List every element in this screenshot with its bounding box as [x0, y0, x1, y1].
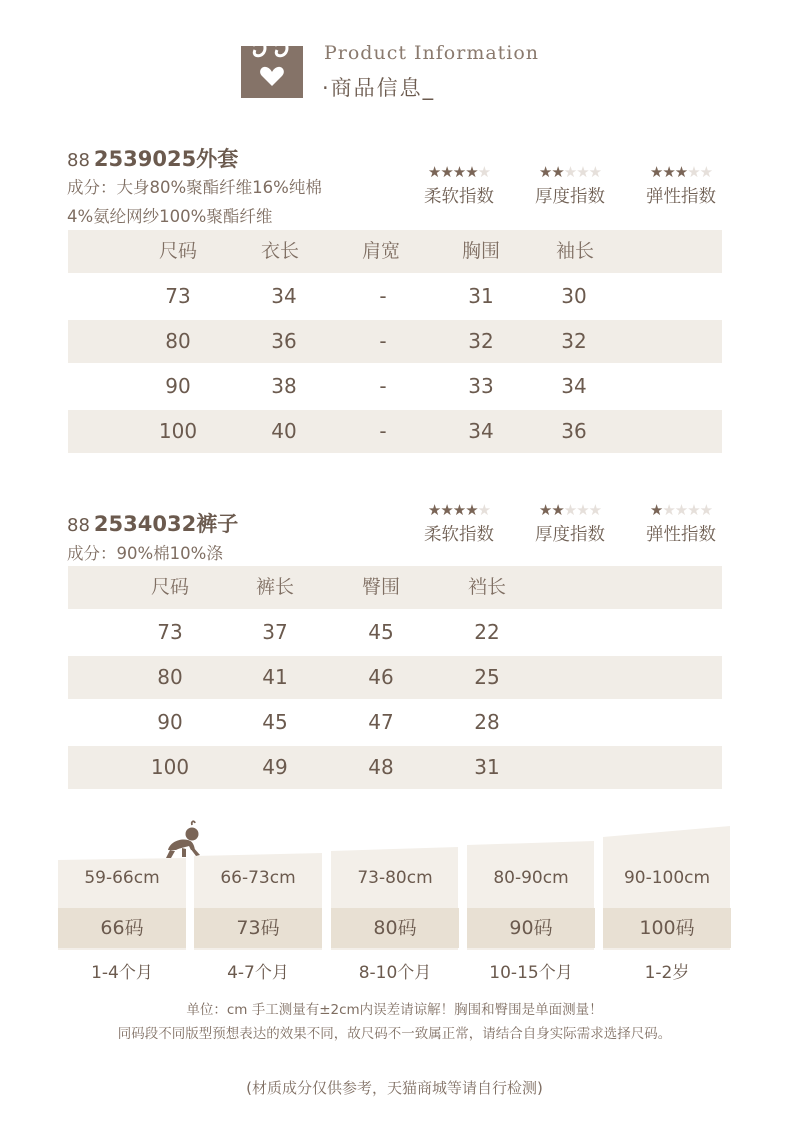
star-empty-icon: ★ [563, 501, 577, 519]
table-cell: 38 [271, 374, 297, 398]
star-filled-icon: ★ [440, 501, 453, 519]
table-row [68, 746, 722, 789]
star-empty-icon: ★ [477, 501, 491, 519]
star-filled-icon: ★ [452, 163, 466, 181]
scale-column [331, 820, 459, 950]
height-range: 66-73cm [220, 868, 296, 888]
rating-label: 弹性指数 [646, 525, 716, 545]
scale-column [603, 820, 731, 950]
grid-icon: 88 [67, 150, 90, 171]
grid-icon: 88 [67, 515, 90, 536]
table-cell: 32 [468, 329, 494, 353]
header-title-en: Product Information [324, 42, 540, 64]
height-range: 80-90cm [493, 868, 569, 888]
size-table-pants [68, 566, 722, 789]
star-empty-icon: ★ [563, 163, 577, 181]
size-label: 66码 [58, 908, 186, 948]
rating-label: 柔软指数 [424, 187, 494, 207]
scale-column [58, 820, 186, 950]
table-cell: 34 [468, 419, 494, 443]
star-filled-icon: ★ [427, 163, 441, 181]
table-cell: 30 [561, 284, 587, 308]
table-header: 尺码 [158, 240, 197, 262]
star-empty-icon: ★ [699, 163, 713, 181]
rating-thickness [515, 502, 625, 546]
star-empty-icon: ★ [699, 501, 713, 519]
table-cell: 73 [157, 620, 183, 644]
table-cell: 31 [474, 755, 500, 779]
age-label: 4-7个月 [227, 963, 289, 983]
rating-softness [404, 164, 514, 208]
rating-label: 厚度指数 [535, 187, 605, 207]
star-filled-icon: ★ [465, 163, 478, 181]
age-label: 8-10个月 [358, 963, 432, 983]
scale-column [194, 820, 322, 950]
size-table-jacket [68, 230, 722, 453]
star-filled-icon: ★ [440, 163, 453, 181]
star-empty-icon: ★ [687, 501, 700, 519]
star-filled-icon: ★ [551, 163, 564, 181]
age-label: 1-2岁 [644, 963, 690, 983]
rating-stars [626, 502, 736, 518]
table-cell: - [379, 419, 387, 443]
table-cell: 80 [157, 665, 183, 689]
table-cell: 31 [468, 284, 494, 308]
table-row [68, 365, 722, 408]
star-empty-icon: ★ [576, 163, 589, 181]
height-range: 59-66cm [84, 868, 160, 888]
table-cell: 45 [262, 710, 288, 734]
shopping-bag-heart-icon [241, 40, 303, 98]
table-cell: 100 [158, 419, 198, 443]
star-filled-icon: ★ [649, 501, 663, 519]
disclaimer-note: (材质成分仅供参考，天猫商城等请自行检测) [246, 1079, 543, 1097]
table-cell: 41 [262, 665, 288, 689]
table-row [68, 320, 722, 363]
size-label: 80码 [331, 908, 459, 948]
size-label: 73码 [194, 908, 322, 948]
star-empty-icon: ★ [588, 163, 602, 181]
table-cell: 73 [165, 284, 191, 308]
star-empty-icon: ★ [588, 501, 602, 519]
table-header-row [68, 230, 722, 273]
height-range: 90-100cm [623, 868, 711, 888]
table-cell: 45 [368, 620, 394, 644]
age-label: 10-15个月 [489, 963, 573, 983]
rating-label: 弹性指数 [646, 187, 716, 207]
star-filled-icon: ★ [674, 163, 688, 181]
table-row [68, 410, 722, 453]
table-cell: 47 [368, 710, 394, 734]
rating-elasticity [626, 502, 736, 546]
size-scale [0, 820, 789, 950]
height-range: 73-80cm [357, 868, 433, 888]
table-cell: 36 [561, 419, 587, 443]
age-label: 1-4个月 [91, 963, 153, 983]
sizing-note: 同码段不同版型预想表达的效果不同，故尺码不一致属正常，请结合自身实际需求选择尺码。 [117, 1026, 672, 1042]
star-filled-icon: ★ [551, 501, 564, 519]
product-title: 88 2534032裤子 [67, 512, 239, 536]
table-cell: 90 [165, 374, 191, 398]
table-cell: 40 [271, 419, 297, 443]
rating-label: 厚度指数 [535, 525, 605, 545]
star-filled-icon: ★ [452, 501, 466, 519]
rating-thickness [515, 164, 625, 208]
star-filled-icon: ★ [662, 163, 675, 181]
table-cell: 48 [368, 755, 394, 779]
star-empty-icon: ★ [687, 163, 700, 181]
table-header: 裆长 [467, 576, 506, 598]
table-header: 胸围 [461, 240, 500, 262]
star-filled-icon: ★ [538, 163, 552, 181]
rating-label: 柔软指数 [424, 525, 494, 545]
table-cell: - [379, 329, 387, 353]
star-empty-icon: ★ [674, 501, 688, 519]
table-header-row [68, 566, 722, 609]
table-cell: 28 [474, 710, 500, 734]
composition-text: 成分：90%棉10%涤 [67, 544, 223, 563]
composition-text: 4%氨纶网纱100%聚酯纤维 [67, 207, 273, 226]
scale-column [467, 820, 595, 950]
table-cell: 25 [474, 665, 500, 689]
table-cell: - [379, 374, 387, 398]
header-title-cn: ·商品信息_ [322, 76, 436, 100]
table-header: 肩宽 [361, 240, 400, 262]
table-cell: - [379, 284, 387, 308]
star-filled-icon: ★ [538, 501, 552, 519]
rating-stars [515, 164, 625, 180]
rating-stars [626, 164, 736, 180]
star-filled-icon: ★ [427, 501, 441, 519]
measurement-note: 单位：cm 手工测量有±2cm内误差请谅解！胸围和臀围是单面测量！ [186, 1002, 603, 1018]
table-header: 尺码 [150, 576, 189, 598]
star-empty-icon: ★ [576, 501, 589, 519]
star-empty-icon: ★ [662, 501, 675, 519]
table-cell: 100 [150, 755, 190, 779]
table-cell: 36 [271, 329, 297, 353]
star-empty-icon: ★ [477, 163, 491, 181]
table-cell: 46 [368, 665, 394, 689]
table-header: 袖长 [555, 240, 594, 262]
rating-stars [515, 502, 625, 518]
table-cell: 80 [165, 329, 191, 353]
table-header: 裤长 [255, 576, 294, 598]
table-row [68, 611, 722, 654]
table-cell: 33 [468, 374, 494, 398]
size-label: 100码 [603, 908, 731, 948]
table-cell: 90 [157, 710, 183, 734]
table-row [68, 275, 722, 318]
table-row [68, 701, 722, 744]
table-cell: 22 [474, 620, 500, 644]
table-cell: 32 [561, 329, 587, 353]
rating-stars [404, 502, 514, 518]
composition-text: 成分：大身80%聚酯纤维16%纯棉 [67, 178, 322, 197]
table-row [68, 656, 722, 699]
table-header: 臀围 [361, 576, 400, 598]
rating-stars [404, 164, 514, 180]
table-cell: 34 [561, 374, 587, 398]
table-header: 衣长 [260, 240, 299, 262]
table-cell: 49 [262, 755, 288, 779]
size-label: 90码 [467, 908, 595, 948]
table-cell: 34 [271, 284, 297, 308]
rating-softness [404, 502, 514, 546]
star-filled-icon: ★ [649, 163, 663, 181]
rating-elasticity [626, 164, 736, 208]
star-filled-icon: ★ [465, 501, 478, 519]
table-cell: 37 [262, 620, 288, 644]
product-title: 88 2539025外套 [67, 147, 239, 171]
